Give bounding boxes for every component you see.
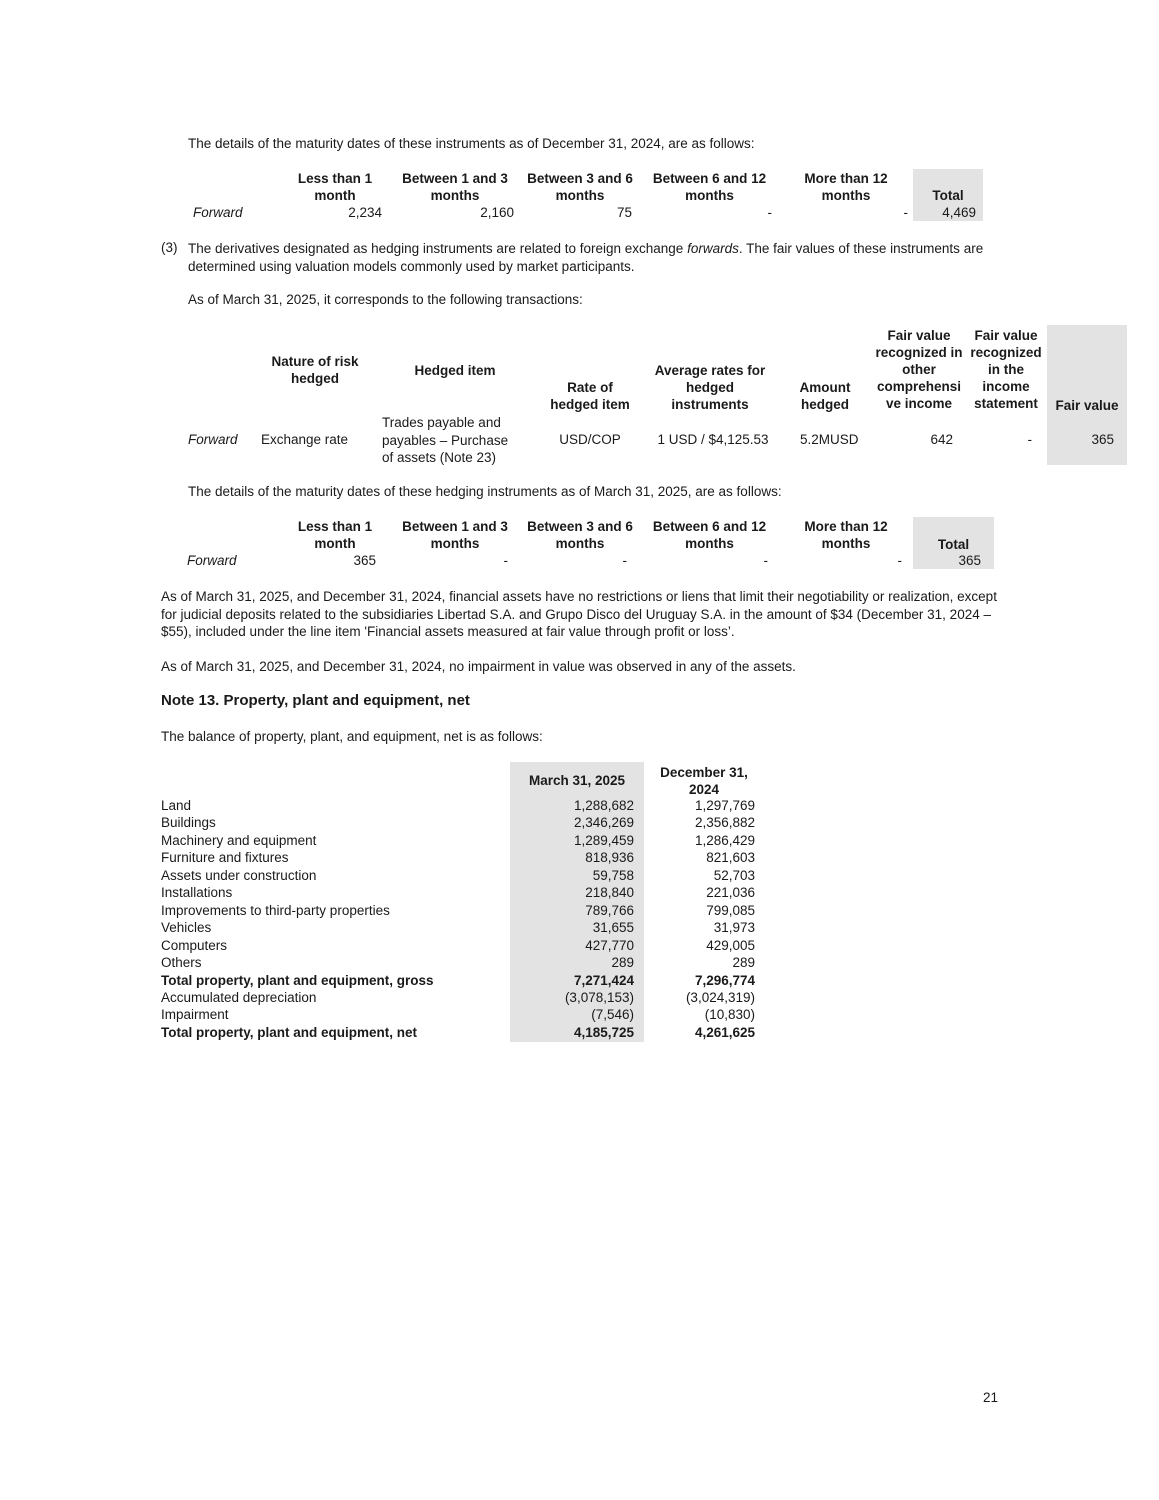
maturity-2024-header-b1-3: Between 1 and 3 months [402, 171, 508, 203]
ppe-row-label: Installations [161, 885, 233, 901]
hedging-row-nature: Exchange rate [261, 432, 349, 447]
maturity-2025-header-total: Total [937, 537, 970, 552]
ppe-row [0, 868, 1159, 885]
hedging-header-fair-value: Fair value [1055, 398, 1119, 413]
note3-text-italic: forwards [687, 241, 739, 256]
maturity-2025-intro: The details of the maturity dates of these hedging instruments as of March 31, 2025, are as follows: [188, 484, 782, 499]
hedging-row-fv-is: - [1027, 432, 1032, 447]
ppe-row-march: 1,289,459 [573, 832, 634, 848]
ppe-row-label: Total property, plant and equipment, net [161, 1024, 418, 1040]
ppe-row-december: 1,297,769 [694, 798, 755, 813]
ppe-row-label: Machinery and equipment [161, 832, 317, 848]
ppe-row-december: 799,085 [706, 902, 755, 918]
hedging-row-hedged-item: Trades payable and payables – Purchase of assets (Note 23) [382, 415, 509, 465]
ppe-row-march: (3,078,153) [564, 989, 634, 1005]
page-number: 21 [983, 1390, 999, 1405]
maturity-2025-header-b1-3: Between 1 and 3 months [402, 519, 508, 551]
ppe-row [0, 850, 1159, 867]
ppe-row [0, 903, 1159, 920]
maturity-2024-total: 4,469 [942, 205, 976, 220]
maturity-2025-b3-6: - [622, 553, 627, 568]
note3-marker: (3) [161, 240, 178, 255]
ppe-row-label: Vehicles [161, 920, 212, 936]
impairment-paragraph: As of March 31, 2025, and December 31, 2024, no impairment in value was observed in any of the assets. [161, 659, 796, 674]
ppe-row-december: 289 [732, 955, 755, 971]
ppe-row-march: 7,271,424 [573, 972, 634, 988]
maturity-2024-intro: The details of the maturity dates of these instruments as of December 31, 2024, are as follows: [188, 136, 755, 151]
ppe-row-december: 52,703 [713, 867, 755, 883]
maturity-2024-header-lt1: Less than 1 month [297, 171, 373, 203]
ppe-row [0, 955, 1159, 972]
ppe-row-december: (3,024,319) [685, 989, 755, 1005]
ppe-row-label: Improvements to third-party properties [161, 902, 390, 918]
maturity-2025-row-label: Forward [187, 553, 237, 568]
ppe-row-december: 7,296,774 [694, 972, 755, 988]
maturity-2024-header-b3-6: Between 3 and 6 months [527, 171, 633, 203]
ppe-row [0, 938, 1159, 955]
maturity-2024-header-b6-12: Between 6 and 12 months [652, 171, 767, 203]
ppe-row-march: 218,840 [585, 885, 634, 901]
hedging-header-avg-rates: Average rates for hedged instruments [654, 363, 766, 412]
ppe-row-label: Computers [161, 937, 228, 953]
ppe-row-december: 221,036 [706, 885, 755, 901]
ppe-row-december: (10,830) [704, 1007, 755, 1023]
ppe-row [0, 990, 1159, 1007]
ppe-row [0, 1007, 1159, 1024]
ppe-row-label: Assets under construction [161, 867, 317, 883]
hedging-row-label: Forward [188, 432, 238, 447]
ppe-row-december: 429,005 [706, 937, 755, 953]
ppe-row-label: Total property, plant and equipment, gross [161, 972, 434, 988]
maturity-2024-header-gt12: More than 12 months [804, 171, 888, 203]
hedging-row-amount: 5.2MUSD [800, 432, 859, 447]
ppe-row [0, 973, 1159, 990]
ppe-row-december: 1,286,429 [694, 832, 755, 848]
maturity-2025-header-b3-6: Between 3 and 6 months [527, 519, 633, 551]
maturity-2025-total: 365 [958, 553, 981, 568]
hedging-row-fair-value: 365 [1091, 432, 1114, 447]
maturity-2024-lt1: 2,234 [348, 205, 382, 220]
maturity-2024-b6-12: - [767, 205, 772, 220]
hedging-header-amount: Amount hedged [799, 380, 851, 412]
maturity-2025-gt12: - [897, 553, 902, 568]
maturity-2025-header-b6-12: Between 6 and 12 months [652, 519, 767, 551]
maturity-2025-header-lt1: Less than 1 month [297, 519, 373, 551]
ppe-row [0, 798, 1159, 815]
maturity-2025-header-gt12: More than 12 months [804, 519, 888, 551]
ppe-row-march: (7,546) [591, 1007, 634, 1023]
ppe-row-march: 2,346,269 [573, 815, 634, 831]
ppe-row-december: 2,356,882 [694, 815, 755, 831]
hedging-intro: As of March 31, 2025, it corresponds to the following transactions: [188, 292, 583, 307]
maturity-2024-b3-6: 75 [616, 205, 632, 220]
maturity-2025-b1-3: - [503, 553, 508, 568]
ppe-header-march: March 31, 2025 [528, 773, 626, 788]
hedging-header-rate: Rate of hedged item [550, 380, 630, 412]
ppe-row-march: 59,758 [592, 867, 634, 883]
hedging-row-avg-rates: 1 USD / $4,125.53 [657, 432, 769, 447]
ppe-row-label: Impairment [161, 1007, 229, 1023]
ppe-row [0, 1025, 1159, 1042]
ppe-row-march: 4,185,725 [573, 1024, 634, 1040]
ppe-row-december: 4,261,625 [694, 1024, 755, 1040]
ppe-row-label: Buildings [161, 815, 216, 831]
maturity-2025-lt1: 365 [353, 553, 376, 568]
ppe-header-december: December 31, 2024 [660, 765, 748, 797]
maturity-2024-row-label: Forward [193, 205, 243, 220]
ppe-row-march: 427,770 [585, 937, 634, 953]
ppe-row-december: 31,973 [713, 920, 755, 936]
restrictions-paragraph: As of March 31, 2025, and December 31, 2024, financial assets have no restrictions or liens that limit their negotiability or realization, except for judicial deposits related to the subsidiaries Libertad S.A. and Grupo Disco del Uruguay S.A. in the amount of $34 (December 31, 2024 – $55), included under the line item 'Financial assets measured at fair value through profit or loss’. [161, 589, 997, 639]
ppe-row [0, 833, 1159, 850]
note13-intro: The balance of property, plant, and equipment, net is as follows: [161, 729, 543, 744]
ppe-row-march: 789,766 [585, 902, 634, 918]
ppe-row-march: 818,936 [585, 850, 634, 866]
ppe-row-label: Others [161, 955, 202, 971]
ppe-row-march: 289 [611, 955, 634, 971]
maturity-2025-b6-12: - [763, 553, 768, 568]
hedging-row-fv-oci: 642 [930, 432, 953, 447]
maturity-2024-b1-3: 2,160 [480, 205, 514, 220]
ppe-row-label: Furniture and fixtures [161, 850, 289, 866]
ppe-row [0, 920, 1159, 937]
hedging-header-fv-is: Fair value recognized in the income statement [970, 328, 1042, 411]
note13-title: Note 13. Property, plant and equipment, net [161, 692, 470, 709]
ppe-row-label: Accumulated depreciation [161, 989, 317, 1005]
ppe-row [0, 885, 1159, 902]
hedging-header-hedged-item: Hedged item [414, 363, 496, 378]
ppe-row-december: 821,603 [706, 850, 755, 866]
ppe-row [0, 815, 1159, 832]
hedging-header-fv-oci: Fair value recognized in other comprehensi ve income [875, 328, 963, 411]
ppe-row-label: Land [161, 798, 192, 813]
ppe-row-march: 1,288,682 [573, 798, 634, 813]
maturity-2024-gt12: - [903, 205, 908, 220]
ppe-row-march: 31,655 [592, 920, 634, 936]
hedging-header-nature: Nature of risk hedged [271, 354, 359, 386]
note3-text-before: The derivatives designated as hedging instruments are related to foreign exchange [188, 241, 688, 256]
note3-text-after: . The fair values of these instruments are determined using valuation models commonly used by market participants. [188, 241, 984, 274]
note3-text [188, 240, 1008, 275]
maturity-2024-header-total: Total [932, 188, 964, 203]
hedging-row-rate: USD/COP [559, 432, 621, 447]
